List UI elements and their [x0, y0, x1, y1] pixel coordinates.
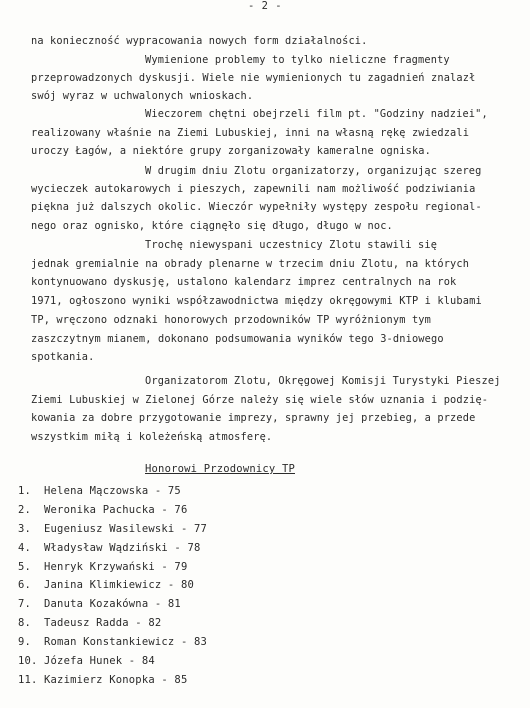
- list-number: 4.: [18, 542, 32, 554]
- list-number: 10.: [18, 655, 38, 667]
- list-number: 3.: [18, 523, 32, 535]
- list-number: 2.: [18, 504, 32, 516]
- list-item: [18, 541, 201, 555]
- list-item: [18, 616, 161, 630]
- list-item: [18, 484, 181, 498]
- paragraph-line: zaszczytnym mianem, dokonano podsumowania wyników tego 3-dniowego: [31, 333, 444, 345]
- list-number: 1.: [18, 485, 32, 497]
- list-number: 11.: [18, 674, 38, 686]
- list-text: Józefa Hunek - 84: [44, 655, 155, 667]
- paragraph-line: kontynuowano dyskusję, ustalono kalendarz imprez centralnych na rok: [31, 276, 457, 288]
- page-number: - 2 -: [247, 0, 283, 12]
- paragraph-line: przeprowadzonych dyskusji. Wiele nie wymienionych tu zagadnień znalazł: [31, 72, 476, 84]
- list-number: 5.: [18, 561, 32, 573]
- list-text: Janina Klimkiewicz - 80: [44, 579, 194, 591]
- paragraph-line: uroczy Łagów, a niektóre grupy zorganizowały kameralne ogniska.: [31, 145, 432, 157]
- list-text: Eugeniusz Wasilewski - 77: [44, 523, 208, 535]
- paragraph-line: spotkania.: [31, 351, 95, 363]
- paragraph-line: nego oraz ognisko, które ciągnęło się długo, długo w noc.: [31, 220, 393, 232]
- paragraph-line: W drugim dniu Zlotu organizatorzy, organizując szereg: [145, 165, 482, 177]
- list-item: [18, 578, 194, 592]
- list-number: 7.: [18, 598, 32, 610]
- paragraph-line: na konieczność wypracowania nowych form działalności.: [31, 35, 368, 47]
- paragraph-line: Wymienione problemy to tylko nieliczne fragmenty: [145, 54, 450, 66]
- paragraph-line: TP, wręczono odznaki honorowych przodowników TP wyróżnionym tym: [31, 314, 432, 326]
- paragraph-line: 1971, ogłoszono wyniki współzawodnictwa między okręgowymi KTP i klubami: [31, 295, 482, 307]
- paragraph-line: kowania za dobre przygotowanie imprezy, sprawny jej przebieg, a przede: [31, 412, 476, 424]
- paragraph-line: realizowany właśnie na Ziemi Lubuskiej, inni na własną rękę zwiedzali: [31, 127, 470, 139]
- list-heading: Honorowi Przodownicy TP: [145, 463, 295, 475]
- paragraph-line: wycieczek autokarowych i pieszych, zapewnili nam możliwość podziwiania: [31, 183, 476, 195]
- paragraph-line: swój wyraz w uchwalonych wnioskach.: [31, 90, 254, 102]
- paragraph-line: Organizatorom Zlotu, Okręgowej Komisji Turystyki Pieszej: [145, 375, 501, 387]
- list-text: Władysław Wądziński - 78: [44, 542, 201, 554]
- list-item: [18, 503, 187, 517]
- paragraph-line: wszystkim miłą i koleżeńską atmosferę.: [31, 431, 273, 443]
- list-number: 6.: [18, 579, 32, 591]
- paragraph-line: Wieczorem chętni obejrzeli film pt. "Godziny nadziei",: [145, 108, 488, 120]
- paragraph-line: piękna już dalszych okolic. Wieczór wypełniły występy zespołu regional-: [31, 201, 482, 213]
- list-number: 9.: [18, 636, 32, 648]
- list-text: Kazimierz Konopka - 85: [44, 674, 188, 686]
- paragraph-line: jednak gremialnie na obrady plenarne w trzecim dniu Zlotu, na których: [31, 258, 470, 270]
- list-item: [18, 673, 187, 687]
- paragraph-line: Ziemi Lubuskiej w Zielonej Górze należy się wiele słów uznania i podzię-: [31, 394, 489, 406]
- list-text: Henryk Krzywański - 79: [44, 561, 188, 573]
- list-item: [18, 560, 187, 574]
- list-item: [18, 654, 155, 668]
- list-item: [18, 635, 207, 649]
- list-item: [18, 597, 181, 611]
- list-text: Weronika Pachucka - 76: [44, 504, 188, 516]
- list-text: Helena Mączowska - 75: [44, 485, 181, 497]
- list-text: Danuta Kozakówna - 81: [44, 598, 181, 610]
- list-number: 8.: [18, 617, 32, 629]
- list-item: [18, 522, 207, 536]
- paragraph-line: Trochę niewyspani uczestnicy Zlotu stawili się: [145, 239, 438, 251]
- list-text: Tadeusz Radda - 82: [44, 617, 162, 629]
- list-text: Roman Konstankiewicz - 83: [44, 636, 208, 648]
